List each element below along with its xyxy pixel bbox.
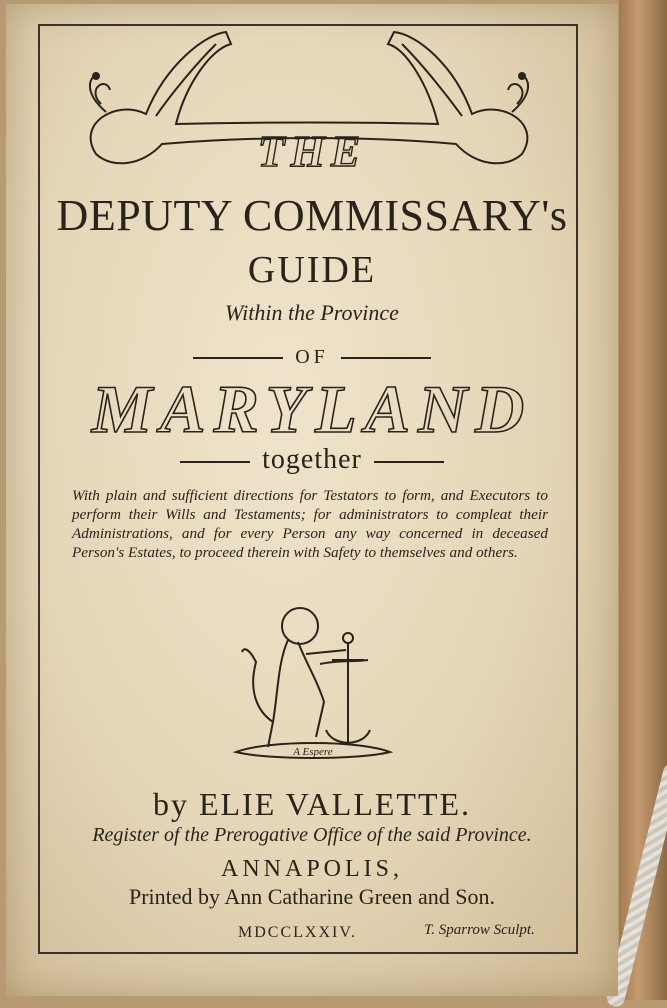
left-rule bbox=[180, 461, 250, 463]
title-within: Within the Province bbox=[225, 300, 399, 325]
title-the: THE bbox=[257, 127, 367, 176]
imprint-year: MDCCLXXIV. bbox=[238, 924, 357, 941]
title-province: MARYLAND bbox=[91, 371, 533, 447]
author-office: Register of the Prerogative Office of the said Province. bbox=[92, 824, 532, 846]
engraver-credit: T. Sparrow Sculpt. bbox=[424, 922, 535, 938]
description-paragraph: With plain and sufficient directions for Testators to form, and Executors to perform their Wills and Testaments; for administrators to compleat their Administrations, and for every Person any way concerned in deceased Person's Estates, to proceed therein with Safety to themselves and others. bbox=[72, 487, 548, 561]
imprint-printer: Printed by Ann Catharine Green and Son. bbox=[129, 884, 495, 909]
right-rule bbox=[341, 357, 431, 359]
author-byline: by ELIE VALLETTE. bbox=[152, 786, 472, 822]
title-of: OF bbox=[295, 346, 329, 368]
device-motto: A Espere bbox=[293, 746, 333, 758]
title-line-2: GUIDE bbox=[247, 249, 377, 291]
left-rule bbox=[193, 357, 283, 359]
right-rule bbox=[374, 461, 444, 463]
imprint-city: ANNAPOLIS, bbox=[220, 856, 403, 882]
title-together-row bbox=[6, 444, 618, 476]
lion-with-anchor-icon bbox=[228, 602, 398, 772]
title-line-1: DEPUTY COMMISSARY's bbox=[56, 191, 568, 240]
title-together: together bbox=[262, 444, 362, 475]
title-of-row bbox=[6, 346, 618, 369]
title-page bbox=[6, 4, 618, 996]
